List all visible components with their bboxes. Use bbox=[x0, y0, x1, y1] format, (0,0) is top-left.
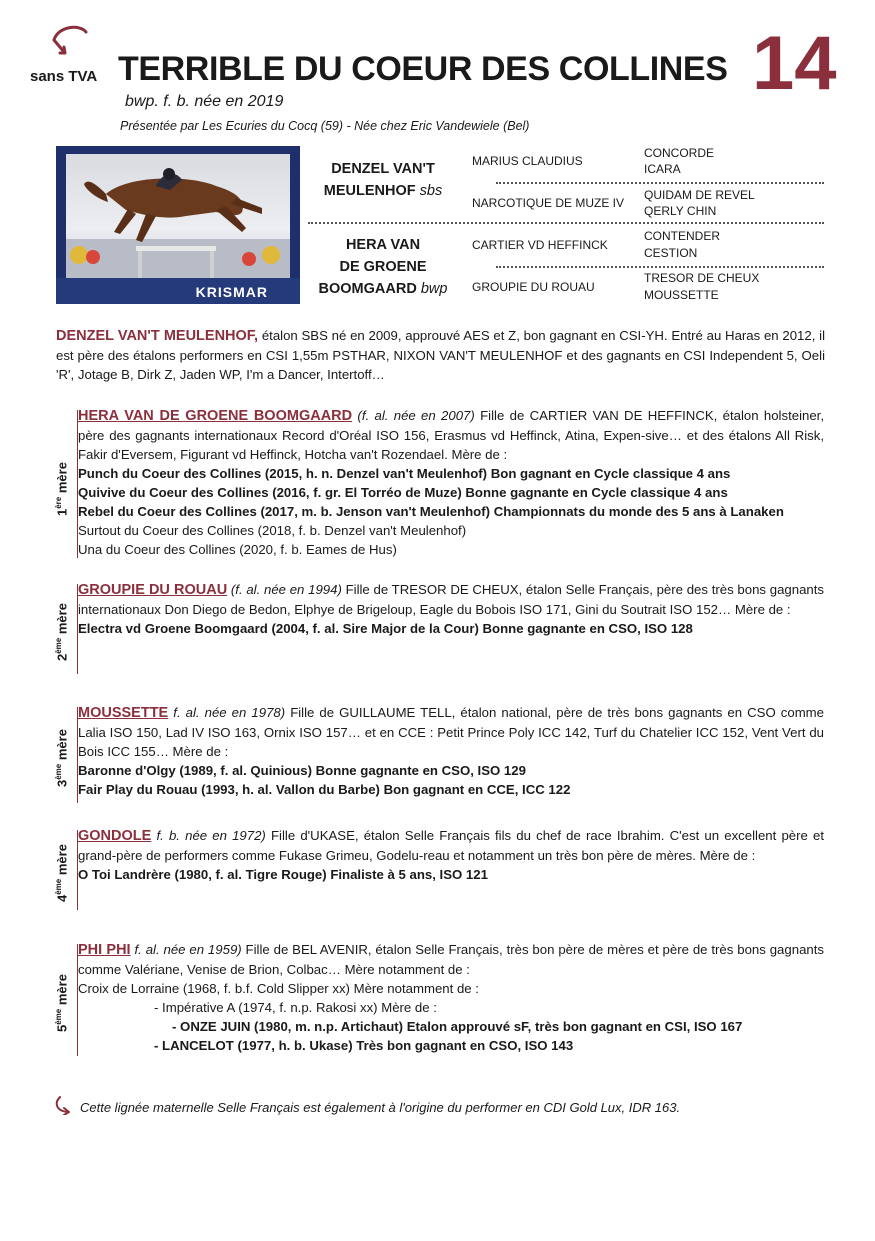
offspring-line: Una du Coeur des Collines (2020, f. b. Eames de Hus) bbox=[78, 542, 397, 557]
pedigree-great-grandparent: QERLY CHIN bbox=[644, 204, 717, 218]
curved-arrow-icon bbox=[50, 22, 90, 56]
footnote: Cette lignée maternelle Selle Français est également à l'origine du performer en CDI Gold Lux, IDR 163. bbox=[80, 1100, 681, 1115]
offspring-line: - ONZE JUIN (1980, m. n.p. Artichaut) Etalon approuvé sF, très bon gagnant en CSI, ISO 167 bbox=[172, 1019, 743, 1034]
offspring-line: Croix de Lorraine (1968, f. b.f. Cold Slipper xx) Mère notamment de : bbox=[78, 981, 479, 996]
pedigree-sire: DENZEL VAN'T MEULENHOF sbs bbox=[323, 161, 443, 199]
pedigree-divider bbox=[496, 182, 824, 184]
pedigree-divider bbox=[496, 266, 824, 268]
dam-generation-label: 2ème mère bbox=[54, 603, 70, 661]
offspring-line: - LANCELOT (1977, h. b. Ukase) Très bon gagnant en CSO, ISO 143 bbox=[154, 1038, 574, 1053]
dam-name: GONDOLE bbox=[78, 828, 152, 844]
pedigree-grandparent: GROUPIE DU ROUAU bbox=[472, 280, 595, 294]
dam-generation-label: 3ème mère bbox=[54, 729, 70, 787]
offspring-line: Quivive du Coeur des Collines (2016, f. gr. El Torréo de Muze) Bonne gagnante en Cycle classique 4 ans bbox=[78, 485, 728, 500]
pedigree-great-grandparent: ICARA bbox=[644, 162, 681, 176]
pedigree-divider bbox=[308, 222, 824, 224]
sans-tva-label: sans TVA bbox=[30, 68, 98, 85]
lot-number: 14 bbox=[752, 21, 837, 106]
horse-illustration bbox=[66, 154, 290, 279]
dam-name: MOUSSETTE bbox=[78, 705, 169, 721]
offspring-line: Baronne d'Olgy (1989, f. al. Quinious) Bonne gagnante en CSO, ISO 129 bbox=[78, 763, 526, 778]
pedigree-great-grandparent: MOUSSETTE bbox=[644, 288, 719, 302]
dam-generation-label: 5ème mère bbox=[54, 974, 70, 1032]
offspring-line: Electra vd Groene Boomgaard (2004, f. al. Sire Major de la Cour) Bonne gagnante en CSO, ISO 128 bbox=[78, 621, 693, 636]
offspring-line: O Toi Landrère (1980, f. al. Tigre Rouge) Finaliste à 5 ans, ISO 121 bbox=[78, 867, 488, 882]
curved-arrow-icon bbox=[54, 1095, 74, 1115]
pedigree-great-grandparent: QUIDAM DE REVEL bbox=[644, 188, 755, 202]
offspring-line: - Impérative A (1974, f. n.p. Rakosi xx) Mère de : bbox=[154, 1000, 437, 1015]
dam-generation-label: 1ère mère bbox=[54, 462, 70, 516]
sire-name: DENZEL VAN'T MEULENHOF, bbox=[56, 328, 259, 344]
horse-jumping-photo bbox=[56, 146, 300, 304]
pedigree-great-grandparent: TRESOR DE CHEUX bbox=[644, 271, 760, 285]
horse-subtitle: bwp. f. b. née en 2019 bbox=[125, 93, 284, 110]
dam-section: GROUPIE DU ROUAU (f. al. née en 1994) Fille de TRESOR DE CHEUX, étalon Selle Français, père des très bons gagnants internationaux Don Diego de Bedon, Elphye de Brigeloup, Eagle du Bobois ISO 171, Gini du Soutrait ISO 152… Mère de : Electra vd Groene Boomgaard (2004, f. al. Sire Major de la Cour) Bonne gagnante en CSO, ISO 128 bbox=[78, 582, 824, 636]
sire-description: DENZEL VAN'T MEULENHOF, étalon SBS né en 2009, approuvé AES et Z, bon gagnant en CSI-YH. Entré au Haras en 2012, il est père des étalons performers en CSI 1,55m PSTHAR, NIXON VAN'T MEULENHOF et des gagnants en CSI Independent 5, Oeli 'R', Jotage B, Dirk Z, Jaden WP, I'm a Dancer, Intertoff… bbox=[56, 328, 826, 382]
pedigree-great-grandparent: CESTION bbox=[644, 246, 698, 260]
presented-by: Présentée par Les Ecuries du Cocq (59) - Née chez Eric Vandewiele (Bel) bbox=[120, 119, 530, 133]
pedigree-grandparent: CARTIER VD HEFFINCK bbox=[472, 238, 608, 252]
pedigree-great-grandparent: CONTENDER bbox=[644, 229, 721, 243]
offspring-line: Fair Play du Rouau (1993, h. al. Vallon du Barbe) Bon gagnant en CCE, ICC 122 bbox=[78, 782, 571, 797]
dam-section: HERA VAN DE GROENE BOOMGAARD (f. al. née en 2007) Fille de CARTIER VAN DE HEFFINCK, étalon holsteiner, père des gagnants internationaux Record d'Oréal ISO 156, Erasmus vd Heffinck, Atina, Expen-sive… et des étalons All Risk, Fakir d'Eversem, Figurant vd Heffinck, Hotcha van't Rozendael. Mère de : Punch du Coeur des Collines (2015, h. n. Denzel van't Meulenhof) Bon gagnant en Cycle classique 4 ans Quivive du Coeur des Collines (2016, f. gr. El Torréo de Muze) Bonne gagnante en Cycle classique 4 ans Rebel du Coeur des Collines (2017, m. b. Jenson van't Meulenhof) Championnats du monde des 5 ans à Lanaken Surtout du Coeur des Collines (2018, f. b. Denzel van't Meulenhof) Una du Coeur des Collines (2020, f. b. Eames de Hus) bbox=[78, 408, 824, 557]
offspring-line: Rebel du Coeur des Collines (2017, m. b. Jenson van't Meulenhof) Championnats du monde des 5 ans à Lanaken bbox=[78, 504, 784, 519]
pedigree-dam: HERA VAN DE GROENE BOOMGAARD bwp bbox=[318, 237, 448, 297]
offspring-line: Surtout du Coeur des Collines (2018, f. b. Denzel van't Meulenhof) bbox=[78, 523, 467, 538]
horse-title: TERRIBLE DU COEUR DES COLLINES bbox=[118, 50, 728, 88]
offspring-line: Punch du Coeur des Collines (2015, h. n. Denzel van't Meulenhof) Bon gagnant en Cycle classique 4 ans bbox=[78, 466, 731, 481]
dam-generation-label: 4ème mère bbox=[54, 844, 70, 902]
dam-section: PHI PHI f. al. née en 1959) Fille de BEL AVENIR, étalon Selle Français, très bon père de mères et père de très bons gagnants comme Valériane, Venise de Brion, Colbac… Mère notamment de : Croix de Lorraine (1968, f. b.f. Cold Slipper xx) Mère notamment de : - Impérative A (1974, f. n.p. Rakosi xx) Mère de : - ONZE JUIN (1980, m. n.p. Artichaut) Etalon approuvé sF, très bon gagnant en CSI, ISO 167 - LANCELOT (1977, h. b. Ukase) Très bon gagnant en CSO, ISO 143 bbox=[78, 942, 824, 1053]
dam-section: MOUSSETTE f. al. née en 1978) Fille de GUILLAUME TELL, étalon national, père de très bons gagnants en CSO comme Lalia ISO 150, Lad IV ISO 163, Ornix ISO 157… et en CCE : Petit Prince Poly ICC 142, Turf du Chatelier ICC 152, Vent Vert du Bois ICC 155… Mère de : Baronne d'Olgy (1989, f. al. Quinious) Bonne gagnante en CSO, ISO 129 Fair Play du Rouau (1993, h. al. Vallon du Barbe) Bon gagnant en CCE, ICC 122 bbox=[78, 705, 824, 797]
dam-name: GROUPIE DU ROUAU bbox=[78, 582, 228, 598]
dam-name: HERA VAN DE GROENE BOOMGAARD bbox=[78, 408, 353, 424]
photo-banner-text: KRISMAR bbox=[195, 284, 268, 300]
pedigree-great-grandparent: CONCORDE bbox=[644, 146, 715, 160]
dam-name: PHI PHI bbox=[78, 942, 131, 958]
pedigree-grandparent: MARIUS CLAUDIUS bbox=[472, 154, 583, 168]
pedigree-grandparent: NARCOTIQUE DE MUZE IV bbox=[472, 196, 625, 210]
dam-section: GONDOLE f. b. née en 1972) Fille d'UKASE, étalon Selle Français fils du chef de race Ibrahim. C'est un excellent père et grand-père de performers comme Fukase Grimeu, Godelu-reau et notamment un très bon père de mères. Mère de : O Toi Landrère (1980, f. al. Tigre Rouge) Finaliste à 5 ans, ISO 121 bbox=[78, 828, 824, 882]
